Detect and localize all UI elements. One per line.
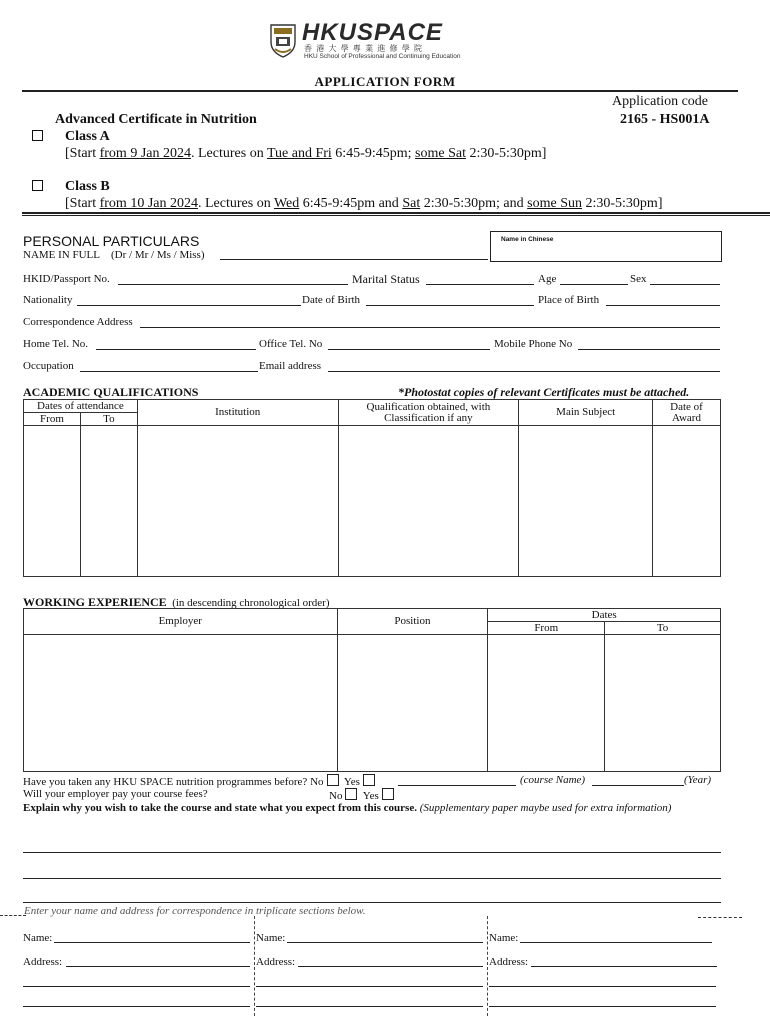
section-2-name-label: Name: (256, 932, 286, 944)
section-1-name-field[interactable] (54, 942, 250, 943)
email-label: Email address (259, 360, 322, 372)
class-b-label: Class B (65, 179, 110, 194)
work-subheading: (in descending chronological order) (172, 597, 330, 609)
q1-yes-label: Yes (343, 776, 360, 788)
home-tel-label: Home Tel. No. (23, 338, 89, 350)
question-explain (23, 802, 671, 814)
class-a-schedule (65, 146, 546, 162)
course-name-field[interactable] (398, 785, 516, 786)
class-a-label: Class A (65, 129, 110, 144)
class-b-p4: 2:30-5:30pm; and (420, 196, 528, 211)
work-cell-to[interactable] (605, 635, 721, 772)
section-divider-2 (487, 916, 488, 1016)
class-b-start-date: from 10 Jan 2024 (99, 196, 198, 211)
age-label: Age (538, 273, 557, 285)
q2-no-checkbox[interactable] (345, 788, 357, 800)
section-1-name-label: Name: (23, 932, 53, 944)
class-a-days: Tue and Fri (266, 146, 332, 161)
dob-field[interactable] (366, 305, 534, 306)
academic-note: *Photostat copies of relevant Certificates must be attached. (398, 385, 690, 399)
explain-line-3[interactable] (23, 902, 721, 903)
question-previous-programmes (23, 774, 378, 788)
class-b-p5: 2:30-5:30pm] (581, 196, 663, 211)
question-employer-fees: Will your employer pay your course fees? (23, 788, 208, 800)
q1-text: Have you taken any HKU SPACE nutrition programmes before? (23, 776, 308, 788)
work-cell-position[interactable] (337, 635, 488, 772)
title-options: (Dr / Mr / Ms / Miss) (111, 249, 205, 261)
year-field[interactable] (592, 785, 684, 786)
class-a-extra: some Sat (415, 146, 466, 161)
office-tel-field[interactable] (328, 349, 490, 350)
name-full-label (23, 249, 205, 261)
explain-line-1[interactable] (23, 852, 721, 853)
col-work-to: To (605, 622, 721, 635)
section-1-address-line-2[interactable] (23, 986, 250, 987)
course-rule-2 (22, 215, 770, 216)
class-a-p3: 6:45-9:45pm; (331, 146, 416, 161)
occupation-label: Occupation (23, 360, 74, 372)
pob-label: Place of Birth (538, 294, 600, 306)
age-field[interactable] (560, 284, 628, 285)
col-work-from: From (488, 622, 605, 635)
class-a-p4: 2:30-5:30pm] (465, 146, 547, 161)
col-qualification-line1: Qualification obtained, with (366, 400, 491, 413)
name-chinese-box[interactable] (490, 231, 722, 262)
explain-line-2[interactable] (23, 878, 721, 879)
col-date-award (653, 400, 721, 426)
section-2-name-field[interactable] (287, 942, 483, 943)
section-3-address-line-3[interactable] (489, 1006, 716, 1007)
q2-yes-checkbox[interactable] (382, 788, 394, 800)
nationality-field[interactable] (77, 305, 301, 306)
col-qualification-line2: Classification if any (384, 411, 473, 424)
academic-cell-award[interactable] (653, 426, 721, 577)
address-label: Correspondence Address (23, 316, 133, 328)
q1-yes-checkbox[interactable] (363, 774, 375, 786)
application-code: 2165 - HS001A (620, 112, 710, 127)
section-2-address-label: Address: (256, 956, 296, 968)
email-field[interactable] (328, 371, 720, 372)
office-tel-label: Office Tel. No (259, 338, 323, 350)
hkid-label: HKID/Passport No. (23, 273, 110, 285)
name-chinese-label: Name in Chinese (501, 236, 554, 243)
q2-no-label: No (329, 790, 343, 802)
pob-field[interactable] (606, 305, 720, 306)
section-3-address-label: Address: (489, 956, 529, 968)
q1-no-checkbox[interactable] (327, 774, 339, 786)
work-cell-employer[interactable] (24, 635, 338, 772)
q3-note: (Supplementary paper maybe used for extra information) (419, 802, 672, 814)
triplicate-instruction: Enter your name and address for correspondence in triplicate sections below. (24, 905, 366, 917)
section-2-address-line-3[interactable] (256, 1006, 483, 1007)
class-a-start-date: from 9 Jan 2024 (99, 146, 191, 161)
col-qualification (338, 400, 519, 426)
class-a-p2: . Lectures on (191, 146, 267, 161)
name-full-text: NAME IN FULL (23, 249, 100, 261)
section-3-name-label: Name: (489, 932, 519, 944)
col-main-subject: Main Subject (519, 400, 653, 426)
col-institution: Institution (137, 400, 338, 426)
section-3-address-line-2[interactable] (489, 986, 716, 987)
col-dates-attendance: Dates of attendance (24, 400, 138, 413)
form-title: APPLICATION FORM (314, 74, 456, 89)
dob-label: Date of Birth (302, 294, 361, 306)
q3-text: Explain why you wish to take the course and state what you expect from this course. (23, 802, 417, 814)
sex-field[interactable] (650, 284, 720, 285)
academic-cell-to[interactable] (80, 426, 137, 577)
brand-english: HKU School of Professional and Continuing Education (304, 53, 461, 60)
hkid-field[interactable] (118, 284, 348, 285)
brand-chinese: 香 港 大 學 專 業 進 修 學 院 (304, 44, 424, 53)
name-full-field[interactable] (220, 259, 488, 260)
course-rule (22, 212, 770, 214)
academic-cell-subject[interactable] (519, 426, 653, 577)
class-b-schedule (65, 196, 662, 212)
col-employer: Employer (24, 609, 338, 635)
mobile-field[interactable] (578, 349, 720, 350)
academic-cell-from[interactable] (24, 426, 81, 577)
class-b-day2: Sat (402, 196, 421, 211)
class-a-p1: [Start (65, 146, 100, 161)
personal-heading: PERSONAL PARTICULARS (23, 233, 200, 249)
col-position: Position (337, 609, 488, 635)
col-to: To (80, 413, 137, 426)
col-work-dates: Dates (488, 609, 721, 622)
course-name: Advanced Certificate in Nutrition (55, 112, 257, 127)
cut-line-left (0, 915, 26, 916)
section-1-address-line-3[interactable] (23, 1006, 250, 1007)
work-cell-from[interactable] (488, 635, 605, 772)
q1-no-label: No (310, 776, 324, 788)
crest-icon (270, 24, 296, 58)
class-b-p2: . Lectures on (198, 196, 274, 211)
work-heading: WORKING EXPERIENCE (23, 595, 167, 609)
occupation-field[interactable] (80, 371, 258, 372)
brand-name: HKUSPACE (302, 19, 443, 46)
nationality-label: Nationality (23, 294, 73, 306)
course-name-hint: (course Name) (520, 774, 586, 786)
section-2-address-line-2[interactable] (256, 986, 483, 987)
class-b-p3: 6:45-9:45pm and (299, 196, 403, 211)
academic-cell-qualification[interactable] (338, 426, 519, 577)
address-field[interactable] (140, 327, 720, 328)
title-rule (22, 90, 738, 92)
academic-cell-institution[interactable] (137, 426, 338, 577)
year-hint: (Year) (684, 774, 712, 786)
section-2-address-field[interactable] (298, 966, 483, 967)
q2-yes-label: Yes (362, 790, 379, 802)
section-1-address-field[interactable] (66, 966, 250, 967)
marital-label: Marital Status (352, 272, 420, 286)
work-table (23, 608, 721, 772)
application-code-label: Application code (612, 94, 709, 109)
class-b-day1: Wed (273, 196, 300, 211)
cut-line-right (698, 917, 742, 918)
class-b-extra: some Sun (527, 196, 582, 211)
mobile-label: Mobile Phone No (494, 338, 573, 350)
class-b-checkbox[interactable] (32, 180, 43, 191)
class-a-checkbox[interactable] (32, 130, 43, 141)
section-3-name-field[interactable] (520, 942, 712, 943)
academic-heading: ACADEMIC QUALIFICATIONS (23, 385, 199, 399)
section-divider-1 (254, 916, 255, 1016)
marital-field[interactable] (426, 284, 534, 285)
q2-options (329, 788, 397, 802)
logo (270, 19, 480, 60)
class-b-p1: [Start (65, 196, 100, 211)
col-from: From (24, 413, 81, 426)
col-award-line2: Award (672, 411, 701, 424)
home-tel-field[interactable] (96, 349, 256, 350)
section-3-address-field[interactable] (531, 966, 717, 967)
sex-label: Sex (630, 273, 647, 285)
col-award-line1: Date of (670, 400, 703, 413)
section-1-address-label: Address: (23, 956, 63, 968)
academic-table (23, 399, 721, 577)
